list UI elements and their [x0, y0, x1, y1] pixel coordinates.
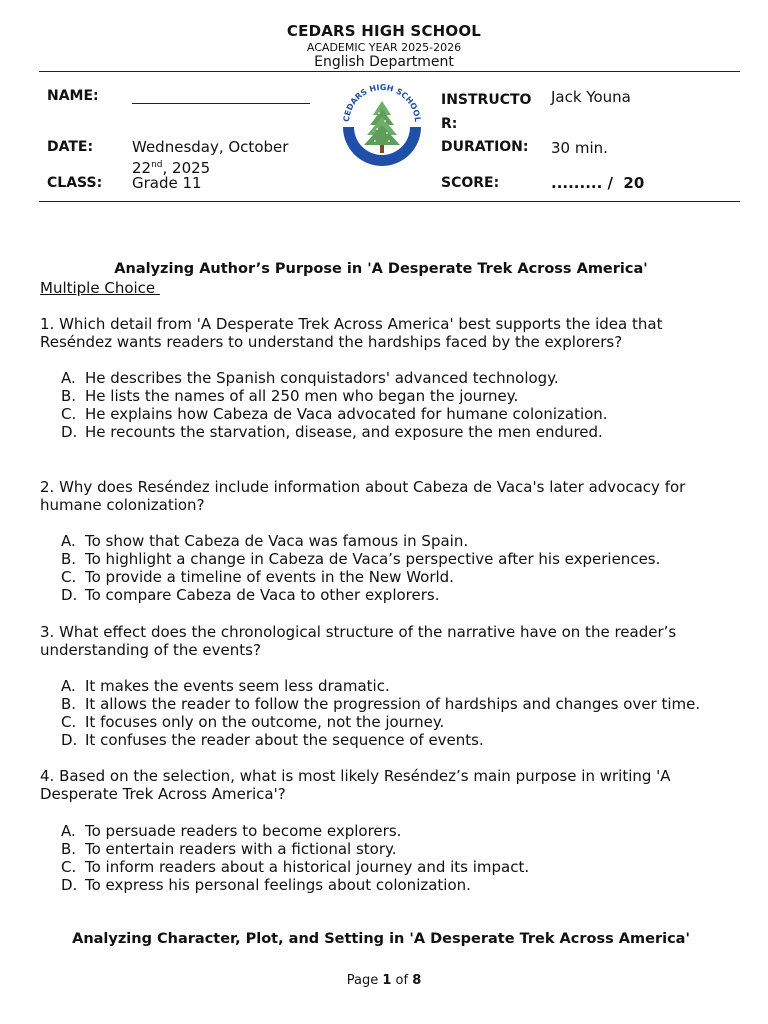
date-label: DATE:	[47, 139, 94, 155]
class-value: Grade 11	[132, 174, 202, 192]
option-3a[interactable]: A. It makes the events seem less dramatic.	[61, 677, 390, 695]
option-1b[interactable]: B. He lists the names of all 250 men who began the journey.	[61, 387, 519, 405]
header-top-rule	[39, 71, 740, 72]
option-4c[interactable]: C. To inform readers about a historical journey and its impact.	[61, 858, 530, 876]
question-4: 4. Based on the selection, what is most likely Reséndez’s main purpose in writing 'A Desperate Trek Across America'?	[40, 767, 671, 803]
section-title-authors-purpose: Analyzing Author’s Purpose in 'A Desperate Trek Across America'	[114, 261, 648, 277]
option-2c[interactable]: C. To provide a timeline of events in the New World.	[61, 568, 454, 586]
date-value	[132, 138, 288, 177]
name-field[interactable]	[132, 89, 310, 108]
instructor-label-line1: INSTRUCTO	[441, 92, 532, 108]
date-suffix: nd	[151, 160, 163, 170]
page-footer	[0, 973, 768, 988]
question-2-options	[61, 532, 741, 604]
option-3d[interactable]: D. It confuses the reader about the sequence of events.	[61, 731, 484, 749]
option-1d[interactable]: D. He recounts the starvation, disease, and exposure the men endured.	[61, 423, 603, 441]
score-value: ......... / 20	[551, 174, 645, 192]
date-value-line1: Wednesday, October	[132, 138, 289, 156]
question-1: 1. Which detail from 'A Desperate Trek Across America' best supports the idea that Reséndez wants readers to understand the hardships faced by the explorers?	[40, 315, 663, 351]
logo-arc-text: CEDARS HIGH SCHOOL	[341, 82, 423, 123]
question-3-options	[61, 677, 741, 749]
department: English Department	[314, 54, 454, 70]
option-3c[interactable]: C. It focuses only on the outcome, not the journey.	[61, 713, 445, 731]
option-3b[interactable]: B. It allows the reader to follow the progression of hardships and changes over time.	[61, 695, 701, 713]
score-label: SCORE:	[441, 175, 500, 191]
question-3: 3. What effect does the chronological structure of the narrative have on the reader’s understanding of the events?	[40, 623, 677, 659]
school-logo	[339, 79, 425, 167]
question-1-options	[61, 369, 741, 441]
instructor-label-line2: R:	[441, 116, 458, 132]
option-2a[interactable]: A. To show that Cabeza de Vaca was famous in Spain.	[61, 532, 469, 550]
option-4d[interactable]: D. To express his personal feelings about colonization.	[61, 876, 471, 894]
school-name: CEDARS HIGH SCHOOL	[286, 22, 482, 40]
option-4b[interactable]: B. To entertain readers with a fictional story.	[61, 840, 397, 858]
class-label: CLASS:	[47, 175, 103, 191]
footer-current-page: 1	[382, 973, 392, 988]
footer-of-word: of	[395, 973, 409, 988]
duration-value: 30 min.	[551, 139, 608, 157]
name-label: NAME:	[47, 88, 99, 104]
academic-year: ACADEMIC YEAR 2025-2026	[306, 41, 462, 54]
duration-label: DURATION:	[441, 139, 529, 155]
date-day: 22	[132, 159, 152, 177]
question-4-options	[61, 822, 741, 894]
footer-page-word: Page	[346, 973, 379, 988]
option-2b[interactable]: B. To highlight a change in Cabeza de Vaca’s perspective after his experiences.	[61, 550, 661, 568]
header-bottom-rule	[39, 201, 740, 202]
date-year: , 2025	[162, 159, 211, 177]
option-1a[interactable]: A. He describes the Spanish conquistadors' advanced technology.	[61, 369, 559, 387]
section-title-character-plot-setting: Analyzing Character, Plot, and Setting in 'A Desperate Trek Across America'	[72, 931, 690, 947]
instructor-label	[441, 88, 531, 136]
question-2: 2. Why does Reséndez include information about Cabeza de Vaca's later advocacy for humane colonization?	[40, 478, 686, 514]
option-1c[interactable]: C. He explains how Cabeza de Vaca advocated for humane colonization.	[61, 405, 608, 423]
option-4a[interactable]: A. To persuade readers to become explorers.	[61, 822, 402, 840]
instructor-value: Jack Youna	[551, 88, 631, 106]
cedar-tree-logo-icon	[339, 79, 425, 167]
option-2d[interactable]: D. To compare Cabeza de Vaca to other explorers.	[61, 586, 440, 604]
footer-total-pages: 8	[412, 973, 422, 988]
multiple-choice-subtitle: Multiple Choice	[40, 279, 160, 297]
